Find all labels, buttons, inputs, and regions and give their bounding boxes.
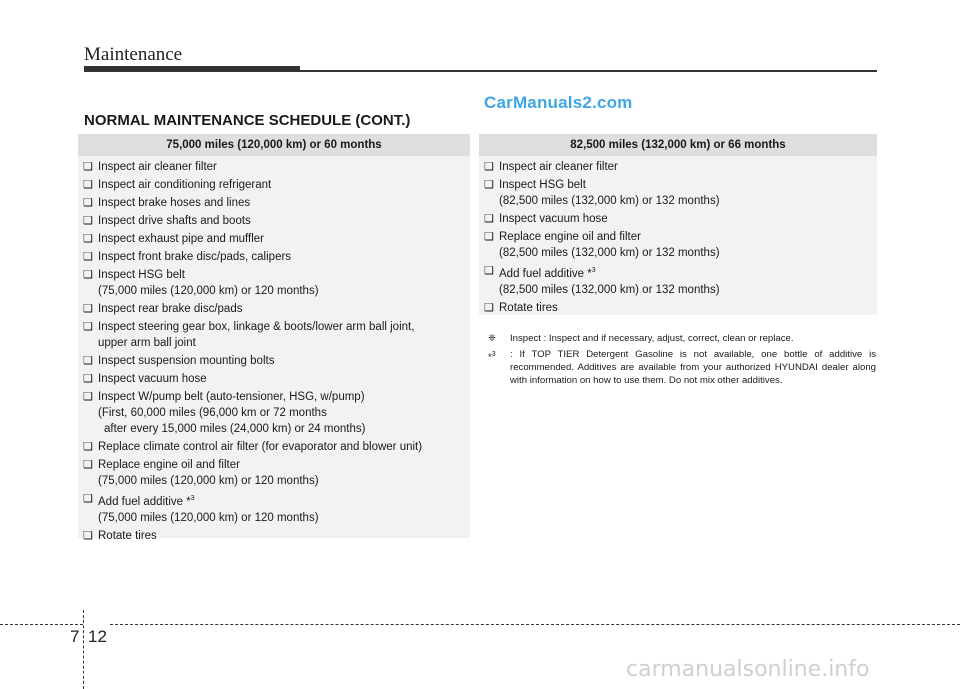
- item-body: [98, 177, 470, 193]
- item-label: Replace engine oil and filter: [499, 231, 641, 243]
- item-body: [98, 319, 470, 351]
- checkbox-icon: ❑: [83, 303, 93, 315]
- item-label: Inspect HSG belt: [499, 179, 586, 191]
- item-body: [98, 528, 470, 544]
- item-body: [98, 491, 470, 526]
- checkbox-icon: ❑: [83, 459, 93, 471]
- item-label: Add fuel additive *: [98, 495, 191, 508]
- checklist-item: [83, 371, 470, 387]
- checklist-item: [83, 319, 470, 351]
- footnotes: [488, 332, 876, 390]
- checkbox-icon: ❑: [83, 179, 93, 191]
- checkbox-icon: ❑: [484, 301, 494, 314]
- item-text: [98, 491, 470, 510]
- schedule-panel-82500: [479, 134, 877, 315]
- item-label: Inspect HSG belt: [98, 269, 185, 281]
- item-label: Replace engine oil and filter: [98, 459, 240, 471]
- item-text: [98, 371, 470, 387]
- item-text: [98, 301, 470, 317]
- item-body: [499, 300, 877, 316]
- checkbox-icon: ❑: [484, 231, 494, 243]
- item-body: [98, 249, 470, 265]
- section-title: NORMAL MAINTENANCE SCHEDULE (CONT.): [84, 112, 411, 129]
- item-body: [98, 457, 470, 489]
- header-title: Maintenance: [84, 44, 183, 65]
- checkbox-icon: ❑: [83, 251, 93, 263]
- item-interval: (82,500 miles (132,000 km) or 132 months): [499, 283, 720, 296]
- item-interval: after every 15,000 miles (24,000 km) or 24 months): [104, 423, 366, 435]
- item-interval: (75,000 miles (120,000 km) or 120 months): [98, 285, 319, 297]
- item-body: [98, 213, 470, 229]
- checklist-item: [484, 159, 877, 175]
- checklist-item: [484, 211, 877, 227]
- checkbox-icon: ❑: [83, 321, 93, 333]
- item-label: Inspect brake hoses and lines: [98, 197, 251, 209]
- item-body: [499, 263, 877, 298]
- item-body: [98, 301, 470, 317]
- item-text: [98, 319, 470, 335]
- panel-heading: 75,000 miles (120,000 km) or 60 months: [78, 134, 470, 156]
- checkbox-icon: ❑: [83, 269, 93, 281]
- checkbox-icon: ❑: [484, 179, 494, 191]
- item-text: [98, 195, 470, 211]
- item-body: [499, 177, 877, 209]
- note-inspect: [488, 332, 876, 345]
- checklist-item: [83, 389, 470, 437]
- item-text: [499, 229, 877, 245]
- item-label: Add fuel additive *: [499, 267, 592, 280]
- item-text: [98, 231, 470, 247]
- site-watermark: carmanualsonline.info: [626, 657, 870, 682]
- item-interval: (82,500 miles (132,000 km) or 132 months): [499, 247, 720, 259]
- item-text: [499, 263, 877, 282]
- footer-rule-left: [0, 624, 83, 625]
- note-mark: ❈: [488, 333, 497, 344]
- page-number: 12: [88, 627, 107, 646]
- item-label: Inspect vacuum hose: [499, 213, 608, 225]
- checklist-item: [83, 528, 470, 544]
- schedule-panel-75000: [78, 134, 470, 542]
- note-text: : If TOP TIER Detergent Gasoline is not available, one bottle of additive is recommended. Additives are available from your authorized HYUNDAI dealer along with information on how to use them. Do not mix other additives.: [510, 349, 876, 386]
- item-body: [499, 159, 877, 175]
- checkbox-icon: ❑: [83, 215, 93, 227]
- checkbox-icon: ❑: [83, 355, 93, 367]
- checklist-item: [484, 263, 877, 298]
- checklist-item: [83, 267, 470, 299]
- checkbox-icon: ❑: [83, 233, 93, 245]
- checklist-item: [484, 177, 877, 209]
- checklist-item: [83, 231, 470, 247]
- checklist-item: [83, 353, 470, 369]
- checklist-item: [83, 177, 470, 193]
- item-text: [98, 389, 470, 405]
- note-additive: [488, 348, 876, 387]
- checkbox-icon: ❑: [83, 493, 93, 505]
- footer-divider: [83, 610, 84, 689]
- item-text: [499, 300, 877, 316]
- checklist-item: [83, 439, 470, 455]
- item-text: [499, 211, 877, 227]
- checkbox-icon: ❑: [484, 213, 494, 225]
- checklist-item: [484, 229, 877, 261]
- item-label: Inspect drive shafts and boots: [98, 215, 251, 227]
- checklist-item: [83, 491, 470, 526]
- item-label: Inspect W/pump belt (auto-tensioner, HSG, w/pump): [98, 391, 365, 403]
- header-bar: [84, 66, 300, 72]
- item-label: Inspect exhaust pipe and muffler: [98, 233, 265, 245]
- item-label: Rotate tires: [98, 529, 157, 542]
- checkbox-icon: ❑: [83, 373, 93, 385]
- item-text: [98, 159, 470, 175]
- checkbox-icon: ❑: [83, 161, 93, 173]
- item-text: [98, 528, 470, 544]
- checklist-item: [484, 300, 877, 316]
- item-label: Inspect air cleaner filter: [499, 161, 618, 173]
- item-text: [98, 439, 470, 455]
- checkbox-icon: ❑: [83, 529, 93, 542]
- asterisk: *: [488, 352, 492, 364]
- item-body: [98, 353, 470, 369]
- item-text: [98, 353, 470, 369]
- item-body: [98, 439, 470, 455]
- checkbox-icon: ❑: [83, 391, 93, 403]
- checklist-item: [83, 457, 470, 489]
- item-text: [98, 249, 470, 265]
- item-label: Rotate tires: [499, 301, 558, 314]
- item-body: [98, 267, 470, 299]
- item-label: Inspect suspension mounting bolts: [98, 355, 275, 367]
- item-body: [98, 231, 470, 247]
- item-body: [98, 389, 470, 437]
- watermark: CarManuals2.com: [484, 93, 633, 112]
- checkbox-icon: ❑: [83, 197, 93, 209]
- item-text: [499, 159, 877, 175]
- item-label: Inspect front brake disc/pads, calipers: [98, 251, 292, 263]
- footer-rule-right: [110, 624, 960, 625]
- checkbox-icon: ❑: [484, 161, 494, 173]
- checklist-item: [83, 213, 470, 229]
- item-text: [98, 213, 470, 229]
- item-label: Inspect steering gear box, linkage & boots/lower arm ball joint,: [98, 321, 415, 333]
- item-body: [499, 211, 877, 227]
- checklist-item: [83, 159, 470, 175]
- item-text: [98, 457, 470, 473]
- item-interval: upper arm ball joint: [98, 337, 196, 349]
- item-interval: (First, 60,000 miles (96,000 km or 72 months: [98, 407, 327, 419]
- item-label: Inspect air conditioning refrigerant: [98, 179, 272, 191]
- header-rule: [300, 70, 877, 72]
- superscript: 3: [591, 267, 596, 274]
- item-text: [98, 177, 470, 193]
- panel-heading: 82,500 miles (132,000 km) or 66 months: [479, 134, 877, 156]
- chapter-number: 7: [70, 627, 80, 646]
- item-interval: (82,500 miles (132,000 km) or 132 months): [499, 195, 720, 207]
- note-mark: [488, 348, 510, 387]
- superscript: 3: [491, 351, 496, 358]
- item-interval: (75,000 miles (120,000 km) or 120 months): [98, 511, 319, 524]
- checklist-item: [83, 301, 470, 317]
- checkbox-icon: ❑: [83, 441, 93, 453]
- superscript: 3: [190, 495, 195, 502]
- item-interval: (75,000 miles (120,000 km) or 120 months): [98, 475, 319, 487]
- item-text: [499, 177, 877, 193]
- item-body: [98, 195, 470, 211]
- item-list: [479, 156, 877, 316]
- item-list: [78, 156, 470, 544]
- item-body: [499, 229, 877, 261]
- checklist-item: [83, 195, 470, 211]
- checkbox-icon: ❑: [484, 265, 494, 277]
- item-text: [98, 267, 470, 283]
- note-text: Inspect : Inspect and if necessary, adjust, correct, clean or replace.: [510, 333, 794, 344]
- item-label: Replace climate control air filter (for evaporator and blower unit): [98, 441, 423, 453]
- item-label: Inspect air cleaner filter: [98, 161, 217, 173]
- checklist-item: [83, 249, 470, 265]
- item-body: [98, 371, 470, 387]
- item-label: Inspect vacuum hose: [98, 373, 207, 385]
- item-label: Inspect rear brake disc/pads: [98, 303, 243, 315]
- item-body: [98, 159, 470, 175]
